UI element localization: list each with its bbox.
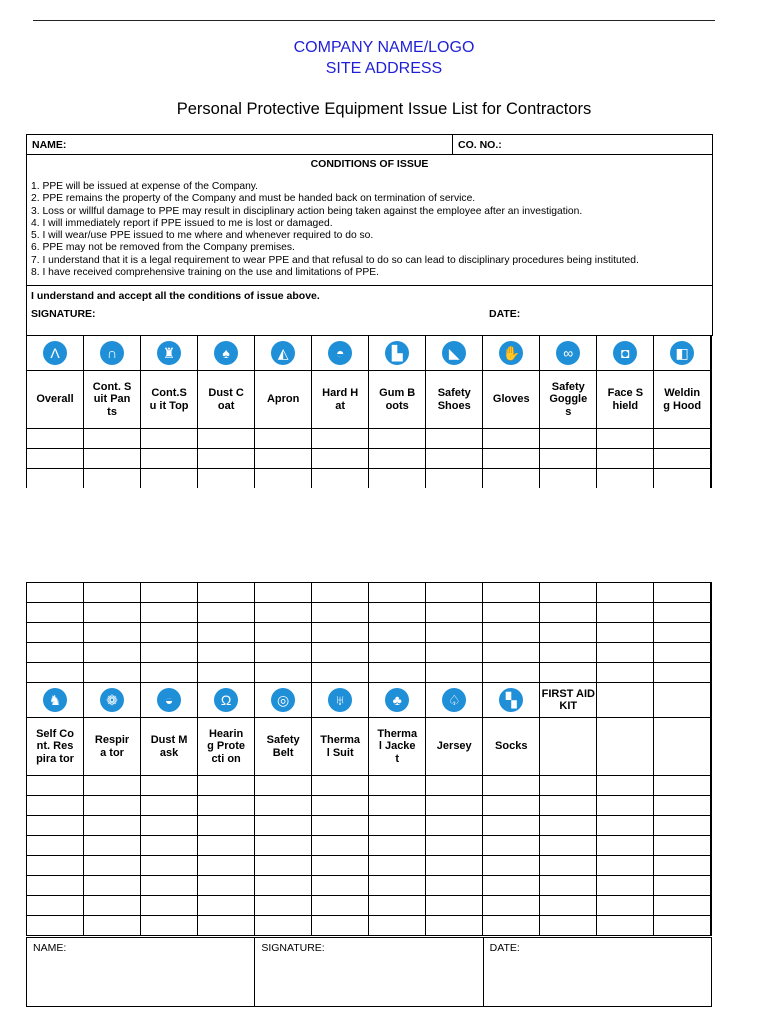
co-no-field[interactable]	[453, 135, 713, 155]
dust-coat-icon: ♠	[214, 341, 238, 365]
ppe-item-label: Welding Hood	[654, 371, 711, 429]
condition-item: 3. Loss or willful damage to PPE may result in disciplinary action being taken against the employee after an investigation.	[31, 205, 583, 217]
empty-cell	[654, 683, 711, 718]
ppe-icon-cell	[255, 336, 312, 371]
condition-item: 2. PPE remains the property of the Company and must be handed back on termination of service.	[31, 193, 476, 205]
ppe-icon-cell	[483, 336, 540, 371]
condition-item: 1. PPE will be issued at expense of the Company.	[31, 181, 259, 192]
condition-item: 8. I have received comprehensive training on the use and limitations of PPE.	[31, 267, 380, 279]
welding-hood-icon: ◧	[670, 341, 694, 365]
thermal-jacket-icon: ♣	[385, 688, 409, 712]
ppe-icon-cell	[312, 336, 369, 371]
ppe-item-label: Dust Coat	[198, 371, 255, 429]
conditions-title: CONDITIONS OF ISSUE	[310, 158, 429, 170]
ppe-table-top	[26, 335, 712, 488]
dust-mask-icon: ◒	[157, 688, 181, 712]
footer-name-field[interactable]	[27, 938, 255, 1007]
conditions-list	[27, 181, 712, 279]
ppe-item-label: Gloves	[483, 371, 540, 429]
ppe-icon-cell	[84, 336, 141, 371]
ppe-icon-cell	[84, 683, 141, 718]
ppe-item-label: Hard Hat	[312, 371, 369, 429]
ear-muffs-icon: Ω	[214, 688, 238, 712]
ppe-icon-cell	[198, 336, 255, 371]
ppe-table-bottom	[26, 582, 712, 936]
ppe-item-label: Jersey	[426, 718, 483, 776]
ppe-item-label: Cont.Su it Top	[141, 371, 198, 429]
first-aid-kit-label: FIRST AID KIT	[540, 683, 597, 718]
overall-icon: Λ	[43, 341, 67, 365]
ppe-item-label: Safety Goggle s	[540, 371, 597, 429]
footer-signature-field[interactable]	[255, 938, 483, 1007]
safety-shoes-icon: ◣	[442, 341, 466, 365]
ppe-icon-cell	[540, 336, 597, 371]
ppe-item-label: Self Cont. Respira tor	[27, 718, 84, 776]
ppe-icon-cell	[426, 336, 483, 371]
ppe-icon-cell	[27, 336, 84, 371]
ppe-icon-cell	[141, 336, 198, 371]
ppe-item-label: Cont. Suit Pants	[84, 371, 141, 429]
ppe-item-label: Hearing Protecti on	[198, 718, 255, 776]
socks-icon: ▚	[499, 688, 523, 712]
acceptance-statement: I understand and accept all the conditions of issue above.	[31, 290, 320, 302]
jersey-icon: ♤	[442, 688, 466, 712]
face-shield-icon: ◘	[613, 341, 637, 365]
ppe-item-label: Overall	[27, 371, 84, 429]
ppe-icon-cell	[27, 683, 84, 718]
safety-belt-icon: ◎	[271, 688, 295, 712]
respirator-icon: ❁	[100, 688, 124, 712]
acceptance-cell	[27, 286, 713, 336]
ppe-item-label: Thermal Jacket	[369, 718, 426, 776]
footer-table	[26, 937, 712, 1007]
gum-boots-icon: ▙	[385, 341, 409, 365]
ppe-item-label: Gum Boots	[369, 371, 426, 429]
ppe-icon-cell	[141, 683, 198, 718]
co-no-label: CO. NO.:	[458, 138, 502, 151]
company-name: COMPANY NAME/LOGO	[293, 39, 475, 56]
empty-cell	[654, 718, 711, 776]
ppe-icon-cell	[369, 683, 426, 718]
empty-cell	[597, 718, 654, 776]
ppe-item-label: Dust Mask	[141, 718, 198, 776]
conditions-cell	[27, 155, 713, 286]
ppe-icon-cell	[597, 336, 654, 371]
ppe-icon-cell	[369, 336, 426, 371]
suit-top-icon: ♜	[157, 341, 181, 365]
page-title: Personal Protective Equipment Issue List for Contractors	[176, 100, 592, 118]
condition-item: 7. I understand that it is a legal requirement to wear PPE and that refusal to do so can lead to disciplinary procedures being instituted.	[31, 254, 639, 266]
ppe-icon-cell	[198, 683, 255, 718]
thermal-suit-icon: ♅	[328, 688, 352, 712]
ppe-icon-cell	[654, 336, 711, 371]
ppe-item-label: Socks	[483, 718, 540, 776]
footer-signature-label: SIGNATURE:	[261, 942, 325, 954]
signature-label: SIGNATURE:	[31, 308, 96, 320]
ppe-icon-cell	[255, 683, 312, 718]
hard-hat-icon: ◓	[328, 341, 352, 365]
ppe-icon-cell	[483, 683, 540, 718]
empty-cell	[540, 718, 597, 776]
ppe-item-label: Thermal Suit	[312, 718, 369, 776]
top-rule	[33, 20, 715, 21]
footer-name-label: NAME:	[33, 942, 67, 954]
site-address: SITE ADDRESS	[325, 60, 443, 77]
scba-icon: ♞	[43, 688, 67, 712]
suit-pants-icon: ∩	[100, 341, 124, 365]
name-label: NAME:	[32, 138, 67, 151]
ppe-item-label: Safety Shoes	[426, 371, 483, 429]
ppe-item-label: Apron	[255, 371, 312, 429]
ppe-icon-cell	[312, 683, 369, 718]
date-label: DATE:	[489, 308, 521, 320]
apron-icon: ◭	[271, 341, 295, 365]
ppe-item-label: Respira tor	[84, 718, 141, 776]
ppe-item-label: Safety Belt	[255, 718, 312, 776]
footer-date-label: DATE:	[489, 942, 520, 954]
condition-item: 6. PPE may not be removed from the Company premises.	[31, 242, 295, 254]
condition-item: 4. I will immediately report if PPE issued to me is lost or damaged.	[31, 217, 333, 229]
ppe-item-label: Face Shield	[597, 371, 654, 429]
ppe-icon-cell	[426, 683, 483, 718]
conditions-table	[26, 134, 713, 336]
condition-item: 5. I will wear/use PPE issued to me where and whenever required to do so.	[31, 230, 374, 242]
footer-date-field[interactable]	[483, 938, 711, 1007]
safety-goggles-icon: ∞	[556, 341, 580, 365]
name-field[interactable]	[27, 135, 453, 155]
empty-cell	[597, 683, 654, 718]
gloves-icon: ✋	[499, 341, 523, 365]
